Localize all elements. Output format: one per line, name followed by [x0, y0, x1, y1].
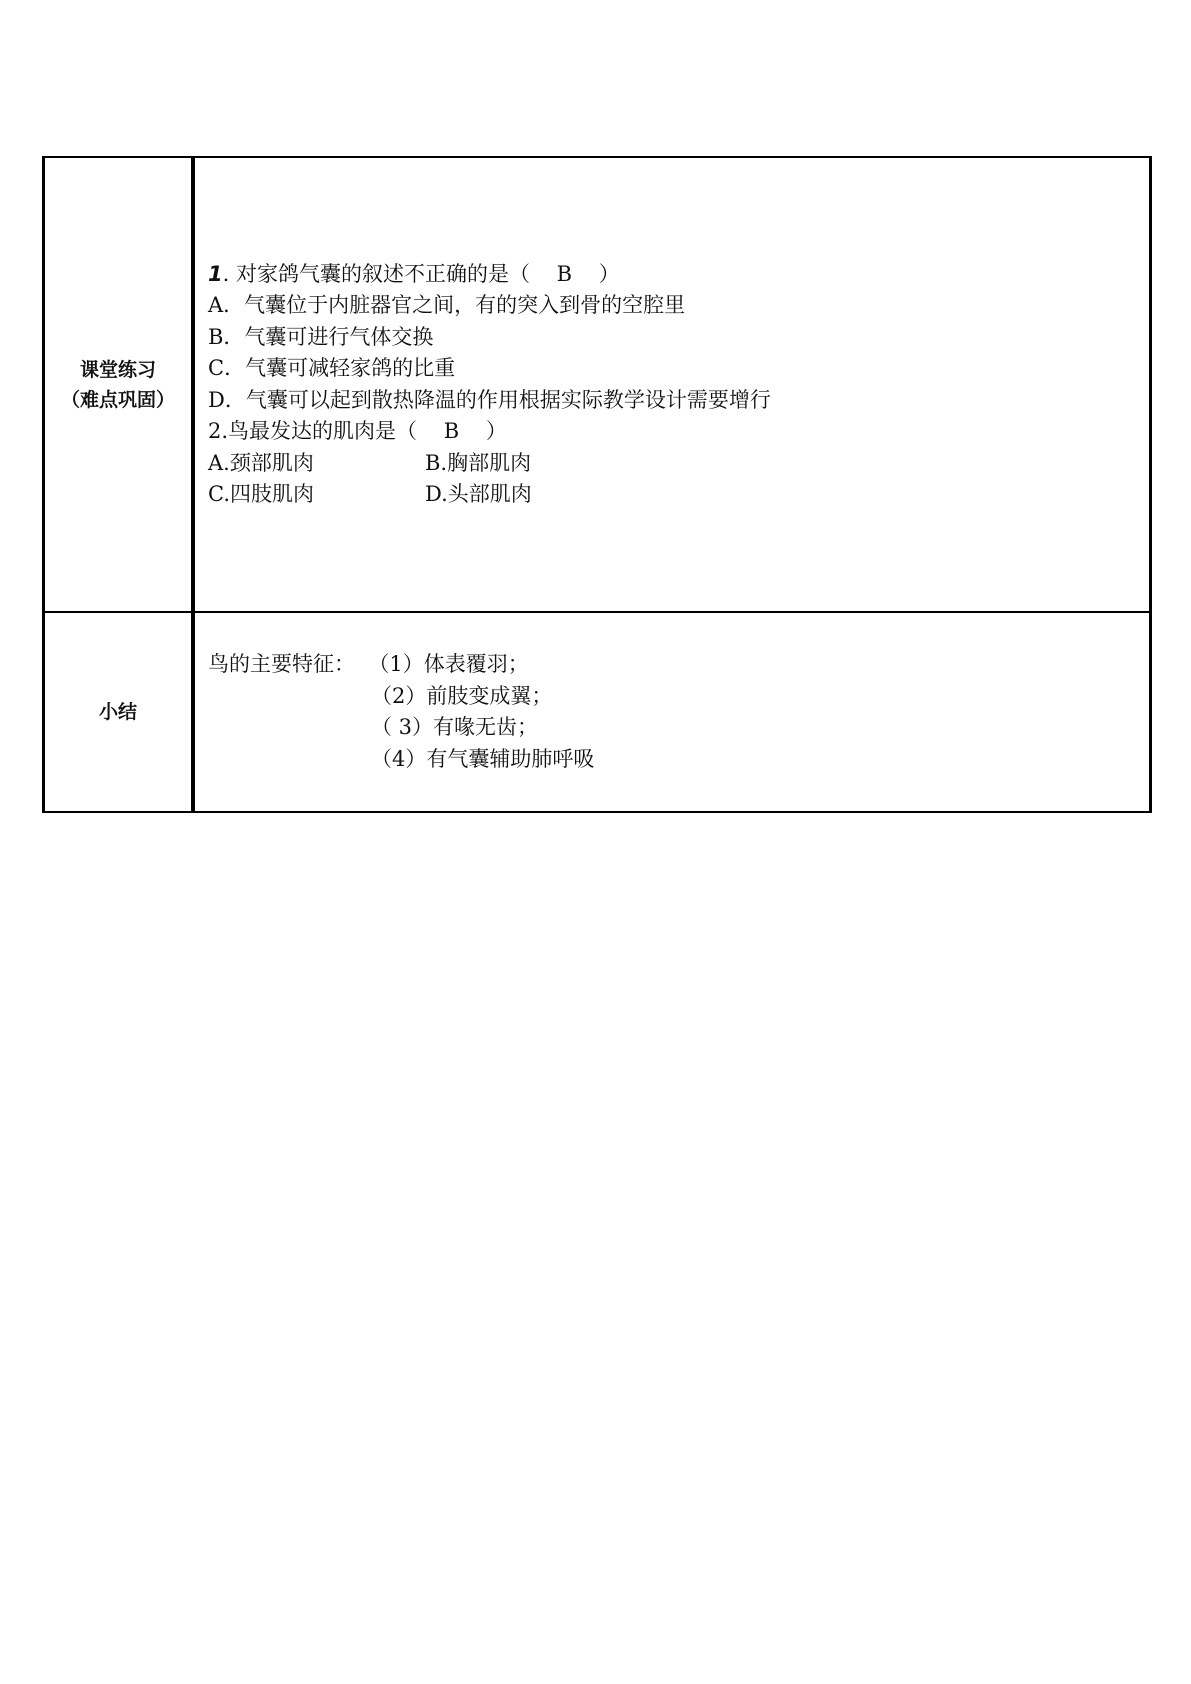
- question-1-option-d: D．气囊可以起到散热降温的作用根据实际教学设计需要增行: [208, 387, 771, 412]
- summary-label: 小结: [98, 701, 137, 723]
- question-1-stem: [208, 259, 1149, 291]
- practice-label: 课堂练习: [79, 358, 156, 381]
- summary-point-3: （ 3）有喙无齿；: [371, 715, 539, 739]
- summary-point-2: （2）前肢变成翼；: [371, 683, 553, 708]
- question-1-text: . 对家鸽气囊的叙述不正确的是（ B ）: [222, 261, 620, 286]
- question-1-option-c: C．气囊可减轻家鸽的比重: [208, 356, 456, 380]
- practice-label-cell: [44, 157, 194, 612]
- question-1-number: 1: [208, 261, 223, 286]
- practice-row: [44, 157, 1151, 612]
- question-2-option-a: A.颈部肌肉: [208, 450, 314, 475]
- summary-label-cell: [44, 612, 194, 812]
- question-2-option-c: C.四肢肌肉: [208, 482, 314, 506]
- question-2-option-d: D.头部肌肉: [425, 482, 532, 506]
- lesson-table: [42, 156, 1152, 813]
- question-1-option-a: A．气囊位于内脏器官之间，有的突入到骨的空腔里: [208, 293, 686, 317]
- question-2-options-row-2: [208, 479, 1149, 511]
- practice-questions: [195, 259, 1149, 511]
- summary-row: [44, 612, 1151, 812]
- practice-sublabel: （难点巩固）: [60, 388, 175, 411]
- summary-text: [195, 649, 1149, 775]
- question-1-option-b: B．气囊可进行气体交换: [208, 324, 434, 349]
- question-2-options-row-1: [208, 448, 1149, 480]
- practice-content-cell: [193, 157, 1151, 612]
- question-2-stem: 2.鸟最发达的肌肉是（ B ）: [208, 419, 507, 443]
- summary-intro: 鸟的主要特征： （1）体表覆羽；: [208, 652, 529, 676]
- question-2-option-b: B.胸部肌肉: [425, 450, 532, 475]
- summary-content-cell: [193, 612, 1151, 812]
- summary-point-4: （4）有气囊辅助肺呼吸: [371, 746, 595, 771]
